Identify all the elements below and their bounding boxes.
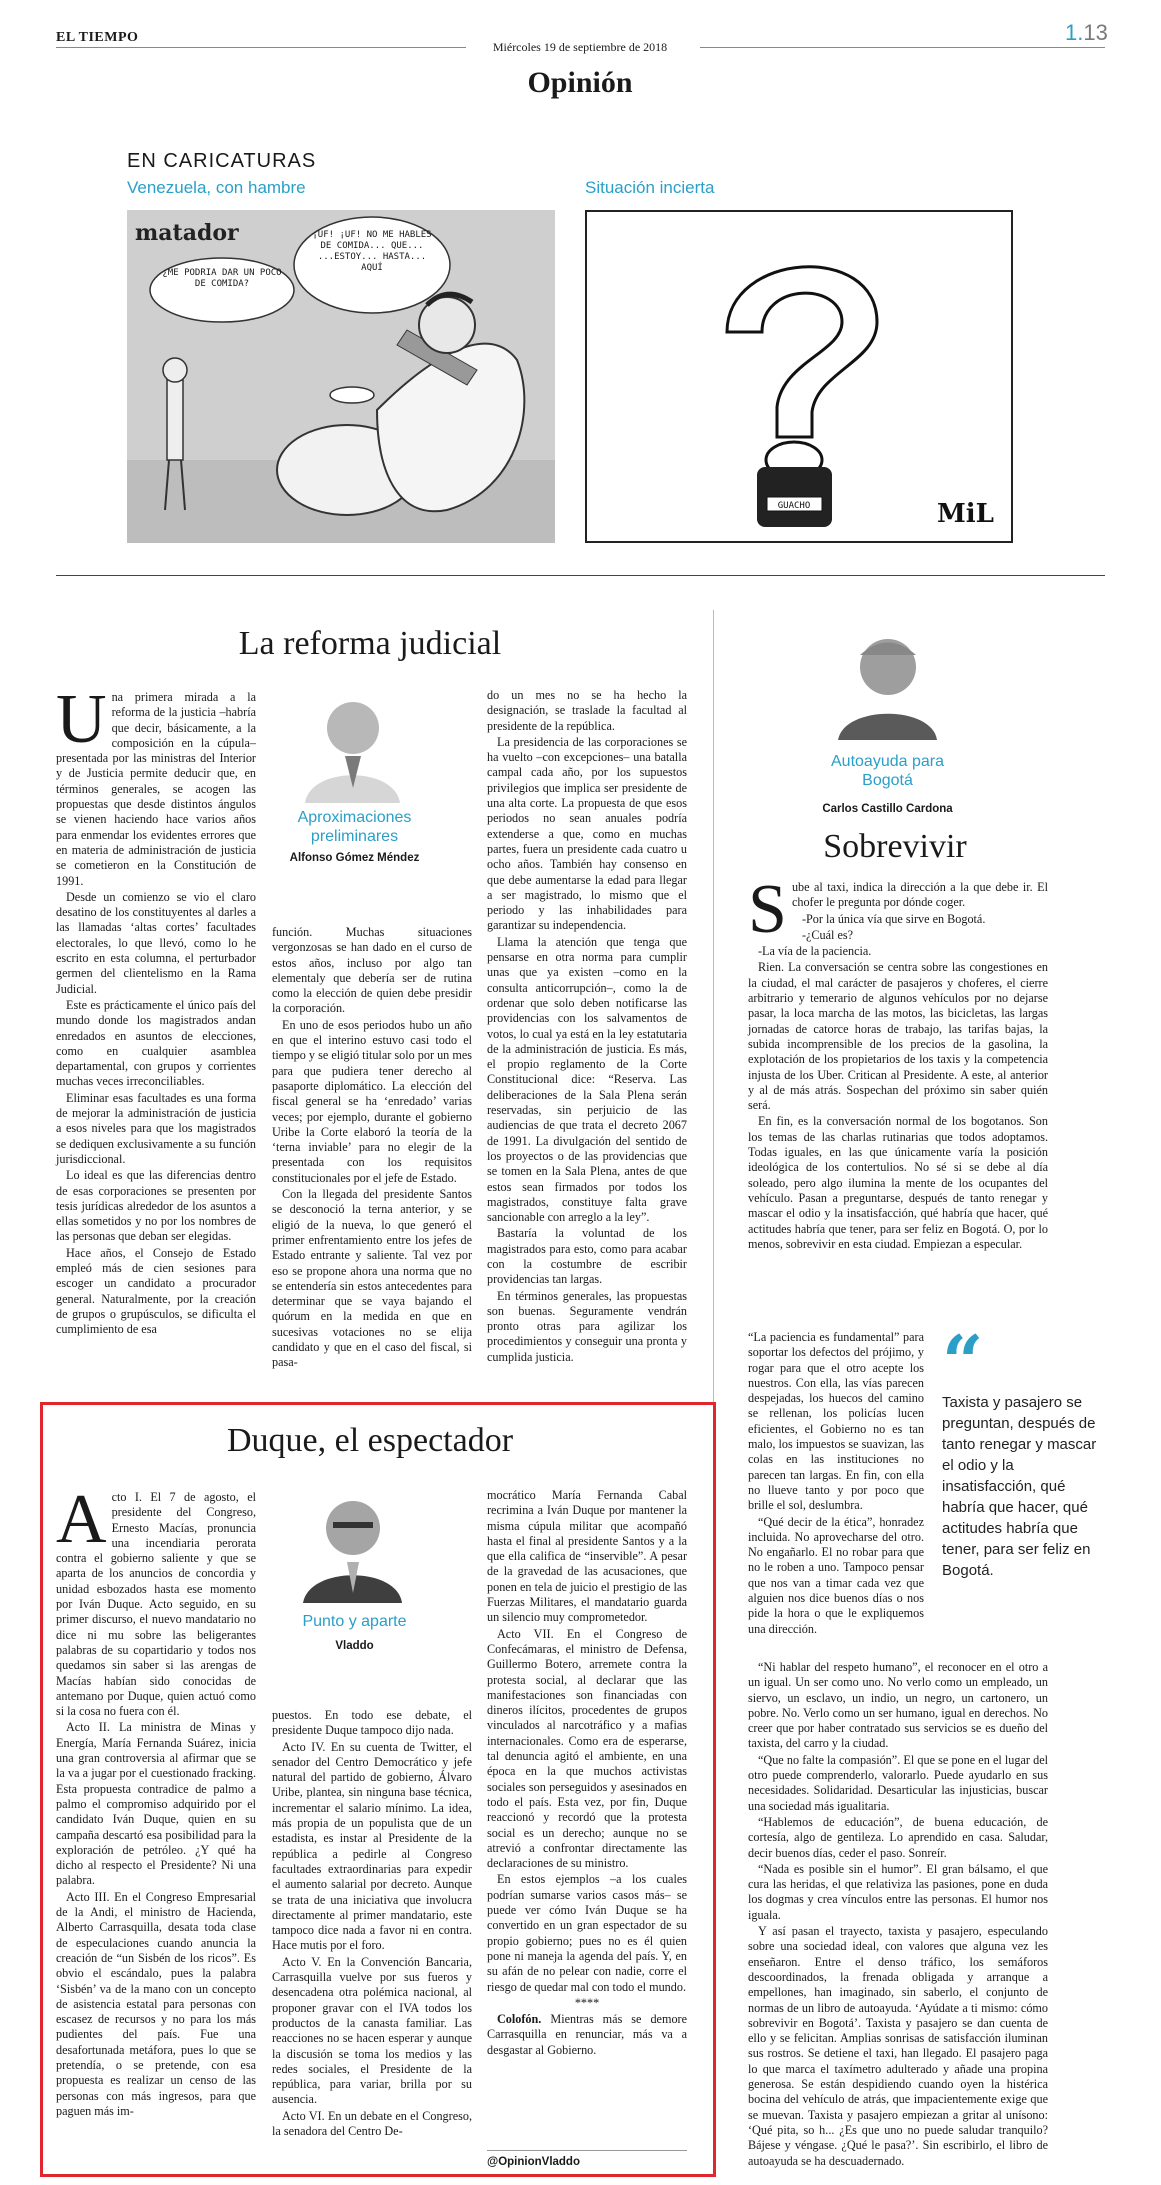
paragraph: “Qué decir de la ética”, honradez incluida. No aprovecharse del otro. No engañarlo. El no robar para que no le roben a uno. Tampoco pensar que nos van a timar cada vez que alguien nos dice buenos días o nos pide la hora o que le expliquemos una dirección. xyxy=(748,1514,924,1636)
colofon: Colofón. Mientras más se demore Carrasquilla en renunciar, más va a desgastar al Gobierno. xyxy=(487,2012,687,2057)
paragraph: Acto III. En el Congreso Empresarial de la Andi, el ministro de Hacienda, Alberto Carrasquilla, desata toda clase de especulaciones cuando anuncia la creación de “un Sisbén de los ricos”. Es obvio el escándalo, pues la palabra ‘Sisbén’ va de la mano con un concepto de asistencia estatal para personas con escasez de recursos y no para los más pudientes del país. Fue una desafortunada metáfora, pues lo que se pretendía, o se pretende, con esa propuesta es realizar un censo de las personas con más ingresos, para que paguen más im- xyxy=(56,1889,256,2118)
article-sobrevivir-top xyxy=(748,871,1048,1253)
paragraph: “Hablemos de educación”, de buena educación, de cortesía, algo de gentileza. Lo aprendido en casa. Saludar, decir buenos días, ceder el paso. Sonreír. xyxy=(748,1814,1048,1860)
paragraph: Eliminar esas facultades es una forma de mejorar la administración de justicia a esos niveles para que los magistrados se dediquen exclusivamente a su función jurisdiccional. xyxy=(56,1090,256,1166)
dialogue-line: -Por la única vía que sirve en Bogotá. xyxy=(801,911,986,926)
masthead-rule-right xyxy=(700,47,1105,48)
article-headline-duque: Duque, el espectador xyxy=(226,1422,514,1459)
dropcap-sobrevivir: S xyxy=(748,871,787,948)
article-duque-col1 xyxy=(56,1481,256,2120)
article-duque-col3 xyxy=(487,1488,687,2059)
paragraph: puestos. En todo ese debate, el presidente Duque tampoco dijo nada. xyxy=(272,1708,472,1738)
paragraph: Este es prácticamente el único país del mundo donde los magistrados andan enredados en asuntos de elecciones, como en cualquier asamblea departamental, con grupos y corrientes muchas veces irreconciliables. xyxy=(56,997,256,1089)
issue-date: Miércoles 19 de septiembre de 2018 xyxy=(492,40,668,54)
cartoon-venezuela xyxy=(127,210,555,543)
paragraph: Lo ideal es que las diferencias dentro de esas corporaciones se presenten por tesis jurídicas alrededor de los asuntos a ellas sometidos y no por los nombres de las personas que deban ser elegidas. xyxy=(56,1168,256,1244)
paragraph: “La paciencia es fundamental” para soportar los defectos del prójimo, y rogar para que el otro acepte los nuestros. Con ella, las vías parecen despejadas, los huecos del camino se rellenan, los policías lucen eficientes, el Gobierno no es tan malo, los impuestos se suavizan, las colas en las instituciones no parecen tan largas. En fin, con ella no llueve tanto y por poco que brille el sol, deslumbra. xyxy=(748,1330,924,1513)
paragraph: mocrático María Fernanda Cabal recrimina a Iván Duque por mantener la misma cúpula militar que acompañó hasta el final al presidente Santos y a la que ella califica de “inservible”. A pesar de la gravedad de las acusaciones, que ponen en tela de juicio el prestigio de las Fuerzas Militares, el mandatario guarda un silencio muy comprometedor. xyxy=(487,1488,687,1625)
page-number: 1.13 xyxy=(1065,20,1108,45)
paragraph: “Ni hablar del respeto humano”, el reconocer en el otro a un igual. Un ser como uno. No verlo como un empleado, un siervo, un esclavo, un indio, un negro, un cartonero, un pobre. No. Verlo como un ser humano, igual en derechos. No creer que por haber contratado sus servicios se es dueño del taxista, del carro y la ciudad. xyxy=(748,1660,1048,1751)
cartoonist-signature-matador: matador xyxy=(135,220,239,246)
column-name-aproximaciones: Aproximaciones preliminares xyxy=(297,809,412,845)
article-judicial-col2 xyxy=(272,925,472,1372)
paragraph: do un mes no se ha hecho la designación, se traslade la facultad al presidente de la república. xyxy=(487,688,687,733)
author-photo-gomez-mendez xyxy=(295,688,410,803)
paragraph: función. Muchas situaciones vergonzosas se han dado en el curso de estos años, incluso por algo tan elementaly que debería ser de rutina como la elección de quien debe presidir la corporación. xyxy=(272,925,472,1016)
paragraph: Acto V. En la Convención Bancaria, Carrasquilla vuelve por sus fueros y desencadena otra polémica nacional, al proponer gravar con el IVA todos los productos de la canasta familiar. Las reacciones no se hacen esperar y aunque la discusión se toma los medios y las redes sociales, el Presidente de la república, para variar, brilla por su ausencia. xyxy=(272,1954,472,2107)
paragraph: Acto II. La ministra de Minas y Energía, María Fernanda Suárez, inicia una gran controversia al afirmar que se la va a jugar por el cuestionado fracking. Esta propuesta contradice de palmo a palmo el compromiso adquirido por el candidato Iván Duque, quien en su campaña descartó esa posibilidad para la exploración de petróleo. ¿Y qué ha dicho al respecto el Presidente? Ni una palabra. xyxy=(56,1720,256,1888)
column-name-autoayuda: Autoayuda para Bogotá xyxy=(831,753,944,789)
dropcap-judicial: U xyxy=(56,681,107,758)
paragraph: Desde un comienzo se vio el claro desatino de los constituyentes al darles a las llamadas ‘altas cortes’ facultades electorales, lo que llevó, como lo he escrito en esta columna, el perturbador germen del clientelismo en la Rama Judicial. xyxy=(56,889,256,996)
cartoons-divider xyxy=(56,575,1105,576)
article-judicial-col3 xyxy=(487,688,687,1366)
column-name-punto-y-aparte: Punto y aparte xyxy=(302,1613,407,1630)
paragraph: Rien. La conversación se centra sobre las congestiones en la ciudad, el mal carácter de pasajeros y choferes, el cierre arbitrario y temerario de algunos vehículos por no dejarse pasar, la loca marcha de las motos, las bicicletas, las largas jornadas de catorce horas de trabajo, las tarifas bajas, la subida incomprensible de los precios de la gasolina, la explotación de los propietarios de los taxis y la competencia injusta de los Uber. Critican al Presidente. A este, al anterior y al de más atrás. Sospechan del próximo sin saber quién será. xyxy=(748,960,1048,1113)
cartoon-left-bubble-2: ¡UF! ¡UF! NO ME HABLES DE COMIDA... QUE... ...ESTOY... HASTA... AQUÍ xyxy=(312,230,432,273)
section-title: Opinión xyxy=(527,66,633,99)
pullquote xyxy=(942,1319,1112,1581)
paragraph: Y así pasan el trayecto, taxista y pasajero, especulando sobre una sociedad ideal, con valores que alguna vez les enseñaron. Entre el denso tráfico, los semáforos descoordinados, la frenada obligada y arranque a empellones, han imaginado, sin saberlo, el conjunto de normas de un libro de autoayuda. ‘Ayúdate a ti mismo: cómo sobrevivir en Bogotá’. Taxista y pasajero se dan cuenta de ello y se felicitan. Amplias sonrisas de satisfacción iluminan sus rostros. Se detiene el taxi, han llegado. El pasajero paga lo que marca el taxímetro adulterado y añade una propina generosa. Se están despidiendo cuando oyen la histérica bocina del vehículo de atrás, que impacientemente exige que se muevan. Taxista y pasajero empiezan a gritar al unísono: ‘Qué pita, so h... ¿Es que uno no puede saludar tranquilo? Bájese y véngase. ¿Qué le pasa?’. Sin escribirlo, el libro de autoayuda se ha descuadernado. xyxy=(748,1924,1048,2168)
paragraph: Acto VII. En el Congreso de Confecámaras, el ministro de Defensa, Guillermo Botero, arremete contra la protesta social, al declarar que las manifestaciones son financiadas con dineros ilícitos, procedentes de grupos vinculados al narcotráfico y a mafias internacionales. Como era de esperarse, tal denuncia agitó el ambiente, en una época en la que muchos activistas sociales son perseguidos y asesinados en todo el país. Esta vez, por fin, Duque reaccionó y recordó que la protesta social es un derecho; aunque no se atrevió a confrontar directamente las declaraciones de su ministro. xyxy=(487,1626,687,1871)
article-duque-col2 xyxy=(272,1708,472,2140)
article-headline-judicial: La reforma judicial xyxy=(238,625,502,662)
article-duque-lede: Acto I. El 7 de agosto, el presidente del Congreso, Ernesto Macías, pronuncia una incendiaria perorata contra el gobierno saliente y que se aparta de los anuncios de concordia y unidad esbozados hasta ese momento por Iván Duque. Acto seguido, en su primer discurso, el nuevo mandatario no dice ni mu sobre las beligerantes palabras de su copartidario y todos nos quedamos sin saber si las arengas de Macías habían sido conocidas de antemano por Duque, quien actuó como si la cosa no fuera con él. xyxy=(56,1481,256,1719)
author-photo-vladdo xyxy=(295,1488,410,1603)
paragraph: En uno de esos periodos hubo un año en que el interino estuvo casi todo el tiempo y se eligió titular solo por un mes para que pudiera tener derecho al pasaporte diplomático. La elección del fiscal general se ha ‘enredado’ varias veces; por ejemplo, durante el gobierno Uribe la Corte elaboró la teoría de la ‘terna inviable’ para no elegir de la presentada con los requisitos constitucionales por el jefe de Estado. xyxy=(272,1017,472,1185)
handle-rule xyxy=(487,2150,687,2151)
author-vladdo: Vladdo xyxy=(335,1640,374,1652)
cartoon-left-bubble-1: ¿ME PODRÍA DAR UN POCO DE COMIDA? xyxy=(162,268,282,289)
author-photo-castillo xyxy=(830,625,945,740)
paragraph: “Nada es posible sin el humor”. El gran bálsamo, el que cura las heridas, el que relativiza las pasiones, pone en duda los dogmas y crea vínculos entre las personas. El humor nos iguala. xyxy=(748,1861,1048,1922)
paragraph: Llama la atención que tenga que pensarse en otra norma para cumplir unas que ya existen –como en la consulta anticorrupción–, como la de ordenar que solo deben notificarse las providencias con los salvamentos de votos, lo cual ya está en la ley estatutaria de la administración de justicia. Es más, el propio reglamento de la Corte Constitucional dice: “Reserva. Las deliberaciones de la Sala Plena serán reservadas, sin perjuicio de las audiencias de que trata el decreto 2067 de 1991. La divulgación del sentido de los proyectos o de las providencias que se tomen en la Sala Plena, antes de que estos sean firmados por todos los magistrados, constituye falta grave sancionable con arreglo a la ley”. xyxy=(487,934,687,1225)
article-judicial-col1 xyxy=(56,681,256,1338)
pullquote-text: Taxista y pasajero se preguntan, después de tanto renegar y mascar el odio y la insatisfacción, qué habría que hacer, qué actitudes habría que tener, para ser feliz en Bogotá. xyxy=(942,1394,1097,1579)
article-judicial-lede: Una primera mirada a la reforma de la justicia –habría que decir, básicamente, a la composición en la cúpula– presentada por las ministras del Interior y de Justicia permite deducir que, en términos generales, se acogen las propuestas que desde distintos ángulos se vienen haciendo hace varios años para enmendar los evidentes errores que en materia de administración de justicia se cometieron en la Constitución de 1991. xyxy=(56,681,256,888)
paragraph: Con la llegada del presidente Santos se desconoció la terna anterior, y se eligió de la nueva, lo que generó el primer enfrentamiento entre los jefes de Estado entrante y saliente. Tal vez por eso se propone ahora una norma que no se entendería sin estos antecedentes para determinar que se vaya bajando el quórum en la medida en que en sucesivas votaciones no se elija candidato y que en el caso del fiscal, si pasa- xyxy=(272,1187,472,1370)
cartoon-left-title: Venezuela, con hambre xyxy=(127,178,306,197)
quote-mark-icon: “ xyxy=(942,1319,984,1404)
paragraph: Hace años, el Consejo de Estado empleó más de cien sesiones para escoger un candidato a procurador general. Naturalmente, por la creación de grupos o grupúsculos, se dificulta el cumplimiento de esa xyxy=(56,1245,256,1337)
section-stars: **** xyxy=(574,1995,600,2010)
question-mark-icon xyxy=(587,212,1011,541)
article-sobrevivir-lede: Sube al taxi, indica la dirección a la que debe ir. El chofer le pregunta por dónde coger. xyxy=(748,871,1048,948)
paragraph: Acto VI. En un debate en el Congreso, la senadora del Centro De- xyxy=(272,2108,472,2139)
paragraph: En términos generales, las propuestas son buenas. Seguramente vendrán pronto otras para agilizar los procedimientos y conseguir una pronta y cumplida justicia. xyxy=(487,1288,687,1364)
cartoon-venezuela-drawing xyxy=(127,210,555,543)
dialogue-line: -La vía de la paciencia. xyxy=(758,944,872,959)
paragraph: Bastaría la voluntad de los magistrados para esto, como para acabar con la costumbre de escribir providencias tan largas. xyxy=(487,1226,687,1287)
author-castillo-cardona: Carlos Castillo Cardona xyxy=(822,803,953,815)
dropcap-duque: A xyxy=(56,1481,107,1558)
paragraph: En estos ejemplos –a los cuales podrían sumarse varios casos más– se puede ver cómo Iván Duque se ha convertido en un gran espectador de su propio gobierno; pues no es él quien pone ni maneja la agenda del país. Y, en su afán de no pelear con nadie, corre el riesgo de quedar mal con todo el mundo. xyxy=(487,1872,687,1994)
dialogue-line: -¿Cuál es? xyxy=(801,927,854,942)
publication-name: EL TIEMPO xyxy=(56,30,139,45)
paragraph: “Que no falte la compasión”. El que se pone en el lugar del otro puede comprenderlo, valorarlo. Puede ayudarlo en sus necesidades. Solidaridad. Desarticular las injusticias, buscar una sociedad más igualitaria. xyxy=(748,1752,1048,1813)
author-twitter-handle[interactable]: @OpinionVladdo xyxy=(487,2156,580,2168)
cartoons-kicker: EN CARICATURAS xyxy=(127,150,317,172)
author-gomez-mendez: Alfonso Gómez Méndez xyxy=(289,852,420,864)
article-headline-sobrevivir: Sobrevivir xyxy=(823,828,967,865)
article-sobrevivir-narrow xyxy=(748,1330,924,1638)
cartoon-right-label: GUACHO xyxy=(777,501,811,511)
paragraph: Acto IV. En su cuenta de Twitter, el senador del Centro Democrático y jefe natural del partido de gobierno, Álvaro Uribe, plantea, sin ninguna base técnica, incrementar el salario mínimo. La idea, más propia de un populista que de un estadista, es instar al Presidente de la república a pedirle al Congreso facultades extraordinarias para expedir el aumento salarial por decreto. Aunque se trata de una iniciativa que involucra directamente al primer mandatario, este tampoco dice nada a favor ni en contra. Hace mutis por el foro. xyxy=(272,1739,472,1953)
paragraph: La presidencia de las corporaciones se ha vuelto –con excepciones– una batalla campal cada año, por los supuestos privilegios que implica ser presidente de una alta corte. La propuesta de que esos periodos no sean anuales podría extenderse a que, como en muchas partes, fuera un presidente cada cuatro u ocho años. También hay consenso en que debe aumentarse la edad para llegar a ser magistrado, lo mismo que el periodo y las inhabilidades para garantizar su independencia. xyxy=(487,734,687,933)
article-sobrevivir-bottom xyxy=(748,1660,1048,2170)
cartoon-right-title: Situación incierta xyxy=(585,178,715,197)
paragraph: En fin, es la conversación normal de los bogotanos. Son los temas de las charlas rutinarias que todos adoptamos. Todas iguales, en las que únicamente varía la posición ideológica de los contertulios. No sé si se debe al día soleado, pero algo ilumina la mente de los ocupantes del vehículo. Pasan a preguntarse, después de tanto renegar y mascar el odio y la insatisfacción, qué habría que hacer, qué actitudes habría que tener, para ser feliz en Bogotá. O, por lo menos, sobrevivir en esta ciudad. Empiezan a especular. xyxy=(748,1114,1048,1251)
cartoonist-signature-mil: MiL xyxy=(937,499,994,529)
masthead-rule-left xyxy=(56,47,466,48)
cartoon-situacion xyxy=(585,210,1013,543)
